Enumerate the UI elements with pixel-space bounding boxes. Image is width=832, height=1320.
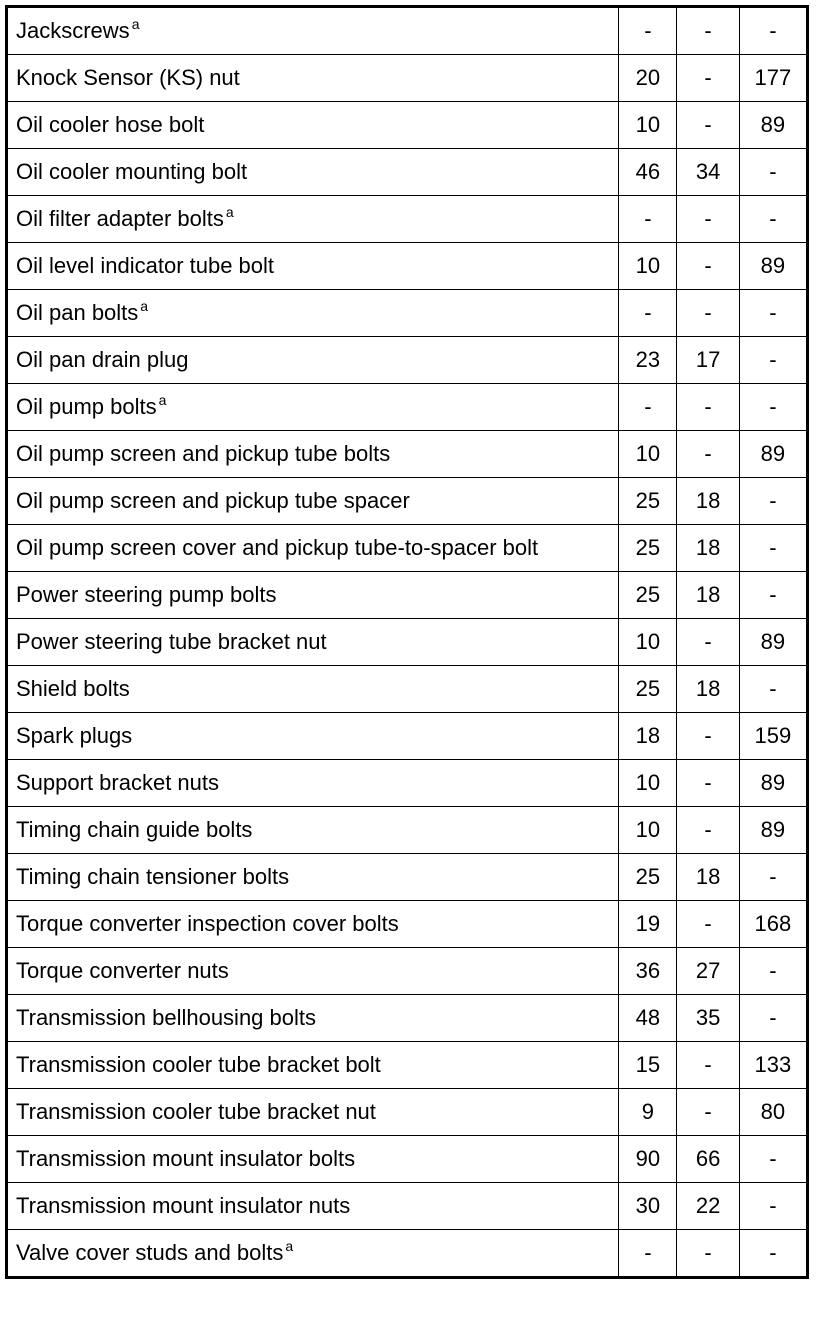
torque-lbft-cell: - bbox=[677, 55, 739, 102]
table-row bbox=[7, 1136, 808, 1183]
table-row bbox=[7, 572, 808, 619]
torque-lbin-cell: - bbox=[739, 948, 807, 995]
component-name: Oil pump screen and pickup tube spacer bbox=[16, 488, 410, 513]
torque-lbin-cell: 89 bbox=[739, 431, 807, 478]
torque-lbin-cell: - bbox=[739, 7, 807, 55]
table-row bbox=[7, 478, 808, 525]
component-name: Oil cooler mounting bolt bbox=[16, 159, 248, 184]
component-name-cell bbox=[7, 713, 619, 760]
component-name-cell bbox=[7, 149, 619, 196]
torque-lbft-cell: - bbox=[677, 619, 739, 666]
table-row bbox=[7, 102, 808, 149]
component-name: Jackscrews bbox=[16, 18, 130, 43]
torque-nm-cell: 25 bbox=[619, 478, 677, 525]
torque-lbft-cell: 18 bbox=[677, 478, 739, 525]
torque-lbin-cell: 168 bbox=[739, 901, 807, 948]
torque-lbin-cell: - bbox=[739, 854, 807, 901]
component-name-cell bbox=[7, 431, 619, 478]
footnote-marker: a bbox=[140, 298, 149, 314]
torque-lbft-cell: 18 bbox=[677, 666, 739, 713]
component-name: Shield bolts bbox=[16, 676, 130, 701]
torque-lbin-cell: - bbox=[739, 995, 807, 1042]
torque-nm-cell: 90 bbox=[619, 1136, 677, 1183]
table-row bbox=[7, 948, 808, 995]
torque-nm-cell: 10 bbox=[619, 243, 677, 290]
component-name-cell bbox=[7, 901, 619, 948]
torque-lbft-cell: 18 bbox=[677, 525, 739, 572]
component-name: Oil pump screen and pickup tube bolts bbox=[16, 441, 391, 466]
torque-nm-cell: 46 bbox=[619, 149, 677, 196]
torque-lbft-cell: 27 bbox=[677, 948, 739, 995]
torque-nm-cell: 30 bbox=[619, 1183, 677, 1230]
torque-lbft-cell: 18 bbox=[677, 854, 739, 901]
torque-nm-cell: 19 bbox=[619, 901, 677, 948]
torque-lbin-cell: - bbox=[739, 1136, 807, 1183]
table-row bbox=[7, 713, 808, 760]
torque-lbft-cell: - bbox=[677, 1089, 739, 1136]
torque-lbft-cell: - bbox=[677, 384, 739, 431]
footnote-marker: a bbox=[158, 392, 167, 408]
component-name: Oil cooler hose bolt bbox=[16, 112, 205, 137]
torque-nm-cell: 25 bbox=[619, 572, 677, 619]
torque-lbft-cell: - bbox=[677, 1230, 739, 1278]
torque-lbin-cell: - bbox=[739, 525, 807, 572]
component-name-cell bbox=[7, 384, 619, 431]
torque-nm-cell: 10 bbox=[619, 807, 677, 854]
component-name-cell bbox=[7, 196, 619, 243]
torque-nm-cell: 9 bbox=[619, 1089, 677, 1136]
torque-lbin-cell: - bbox=[739, 384, 807, 431]
table-row bbox=[7, 1230, 808, 1278]
component-name: Torque converter nuts bbox=[16, 958, 229, 983]
component-name-cell bbox=[7, 995, 619, 1042]
table-row bbox=[7, 1183, 808, 1230]
torque-lbin-cell: - bbox=[739, 337, 807, 384]
table-row bbox=[7, 1042, 808, 1089]
component-name: Power steering pump bolts bbox=[16, 582, 277, 607]
component-name: Power steering tube bracket nut bbox=[16, 629, 327, 654]
component-name-cell bbox=[7, 337, 619, 384]
torque-nm-cell: 36 bbox=[619, 948, 677, 995]
torque-spec-table-body bbox=[7, 7, 808, 1278]
torque-lbft-cell: - bbox=[677, 901, 739, 948]
table-row bbox=[7, 525, 808, 572]
component-name-cell bbox=[7, 854, 619, 901]
torque-lbft-cell: 18 bbox=[677, 572, 739, 619]
torque-lbin-cell: - bbox=[739, 572, 807, 619]
torque-lbft-cell: - bbox=[677, 243, 739, 290]
torque-nm-cell: 10 bbox=[619, 760, 677, 807]
component-name: Transmission cooler tube bracket nut bbox=[16, 1099, 376, 1124]
component-name-cell bbox=[7, 572, 619, 619]
torque-nm-cell: 25 bbox=[619, 525, 677, 572]
component-name-cell bbox=[7, 525, 619, 572]
component-name-cell bbox=[7, 243, 619, 290]
torque-nm-cell: 10 bbox=[619, 102, 677, 149]
component-name: Spark plugs bbox=[16, 723, 133, 748]
footnote-marker: a bbox=[225, 204, 234, 220]
torque-nm-cell: - bbox=[619, 196, 677, 243]
table-row bbox=[7, 337, 808, 384]
torque-lbin-cell: - bbox=[739, 666, 807, 713]
torque-lbft-cell: 17 bbox=[677, 337, 739, 384]
component-name: Knock Sensor (KS) nut bbox=[16, 65, 240, 90]
component-name: Oil filter adapter bolts bbox=[16, 206, 224, 231]
component-name: Oil pump bolts bbox=[16, 394, 157, 419]
component-name: Timing chain guide bolts bbox=[16, 817, 253, 842]
component-name-cell bbox=[7, 478, 619, 525]
torque-lbin-cell: - bbox=[739, 196, 807, 243]
footnote-marker: a bbox=[285, 1238, 294, 1254]
component-name: Valve cover studs and bolts bbox=[16, 1240, 284, 1265]
torque-lbft-cell: 34 bbox=[677, 149, 739, 196]
table-row bbox=[7, 431, 808, 478]
component-name-cell bbox=[7, 1042, 619, 1089]
torque-lbin-cell: - bbox=[739, 1230, 807, 1278]
torque-nm-cell: 10 bbox=[619, 619, 677, 666]
torque-nm-cell: 10 bbox=[619, 431, 677, 478]
component-name: Support bracket nuts bbox=[16, 770, 220, 795]
torque-lbin-cell: - bbox=[739, 290, 807, 337]
component-name-cell bbox=[7, 1136, 619, 1183]
torque-lbin-cell: - bbox=[739, 1183, 807, 1230]
component-name: Oil pan bolts bbox=[16, 300, 139, 325]
component-name: Transmission mount insulator bolts bbox=[16, 1146, 356, 1171]
component-name: Transmission mount insulator nuts bbox=[16, 1193, 351, 1218]
torque-lbft-cell: - bbox=[677, 196, 739, 243]
table-row bbox=[7, 196, 808, 243]
torque-lbft-cell: - bbox=[677, 102, 739, 149]
table-row bbox=[7, 384, 808, 431]
torque-lbin-cell: - bbox=[739, 149, 807, 196]
table-row bbox=[7, 149, 808, 196]
torque-nm-cell: - bbox=[619, 1230, 677, 1278]
torque-lbin-cell: 89 bbox=[739, 243, 807, 290]
component-name: Oil pan drain plug bbox=[16, 347, 189, 372]
torque-lbft-cell: 22 bbox=[677, 1183, 739, 1230]
torque-nm-cell: 48 bbox=[619, 995, 677, 1042]
component-name: Transmission cooler tube bracket bolt bbox=[16, 1052, 381, 1077]
component-name-cell bbox=[7, 1230, 619, 1278]
torque-lbft-cell: - bbox=[677, 290, 739, 337]
component-name-cell bbox=[7, 760, 619, 807]
torque-nm-cell: 15 bbox=[619, 1042, 677, 1089]
torque-nm-cell: - bbox=[619, 384, 677, 431]
torque-lbft-cell: 66 bbox=[677, 1136, 739, 1183]
table-row bbox=[7, 7, 808, 55]
torque-lbin-cell: 89 bbox=[739, 760, 807, 807]
torque-lbft-cell: 35 bbox=[677, 995, 739, 1042]
torque-lbin-cell: 80 bbox=[739, 1089, 807, 1136]
component-name: Oil level indicator tube bolt bbox=[16, 253, 275, 278]
component-name-cell bbox=[7, 807, 619, 854]
torque-nm-cell: 20 bbox=[619, 55, 677, 102]
torque-lbin-cell: 89 bbox=[739, 807, 807, 854]
table-row bbox=[7, 807, 808, 854]
torque-lbft-cell: - bbox=[677, 7, 739, 55]
torque-nm-cell: - bbox=[619, 7, 677, 55]
table-row bbox=[7, 55, 808, 102]
component-name-cell bbox=[7, 619, 619, 666]
component-name-cell bbox=[7, 102, 619, 149]
table-row bbox=[7, 760, 808, 807]
footnote-marker: a bbox=[131, 16, 140, 32]
torque-spec-table bbox=[5, 5, 809, 1279]
torque-lbin-cell: 89 bbox=[739, 102, 807, 149]
table-row bbox=[7, 619, 808, 666]
torque-nm-cell: 25 bbox=[619, 854, 677, 901]
table-row bbox=[7, 995, 808, 1042]
component-name-cell bbox=[7, 55, 619, 102]
component-name-cell bbox=[7, 290, 619, 337]
torque-lbin-cell: 89 bbox=[739, 619, 807, 666]
component-name-cell bbox=[7, 7, 619, 55]
table-row bbox=[7, 290, 808, 337]
torque-lbin-cell: 177 bbox=[739, 55, 807, 102]
torque-lbft-cell: - bbox=[677, 431, 739, 478]
table-row bbox=[7, 901, 808, 948]
component-name: Torque converter inspection cover bolts bbox=[16, 911, 399, 936]
table-row bbox=[7, 854, 808, 901]
torque-nm-cell: 25 bbox=[619, 666, 677, 713]
table-row bbox=[7, 243, 808, 290]
torque-nm-cell: 23 bbox=[619, 337, 677, 384]
torque-lbft-cell: - bbox=[677, 1042, 739, 1089]
torque-lbft-cell: - bbox=[677, 713, 739, 760]
component-name: Oil pump screen cover and pickup tube-to-spacer bolt bbox=[16, 535, 539, 560]
component-name-cell bbox=[7, 948, 619, 995]
table-row bbox=[7, 666, 808, 713]
torque-lbft-cell: - bbox=[677, 807, 739, 854]
torque-nm-cell: - bbox=[619, 290, 677, 337]
component-name: Timing chain tensioner bolts bbox=[16, 864, 290, 889]
torque-lbin-cell: 159 bbox=[739, 713, 807, 760]
torque-lbft-cell: - bbox=[677, 760, 739, 807]
table-row bbox=[7, 1089, 808, 1136]
component-name-cell bbox=[7, 1183, 619, 1230]
component-name-cell bbox=[7, 1089, 619, 1136]
torque-lbin-cell: 133 bbox=[739, 1042, 807, 1089]
component-name: Transmission bellhousing bolts bbox=[16, 1005, 316, 1030]
torque-nm-cell: 18 bbox=[619, 713, 677, 760]
component-name-cell bbox=[7, 666, 619, 713]
torque-lbin-cell: - bbox=[739, 478, 807, 525]
